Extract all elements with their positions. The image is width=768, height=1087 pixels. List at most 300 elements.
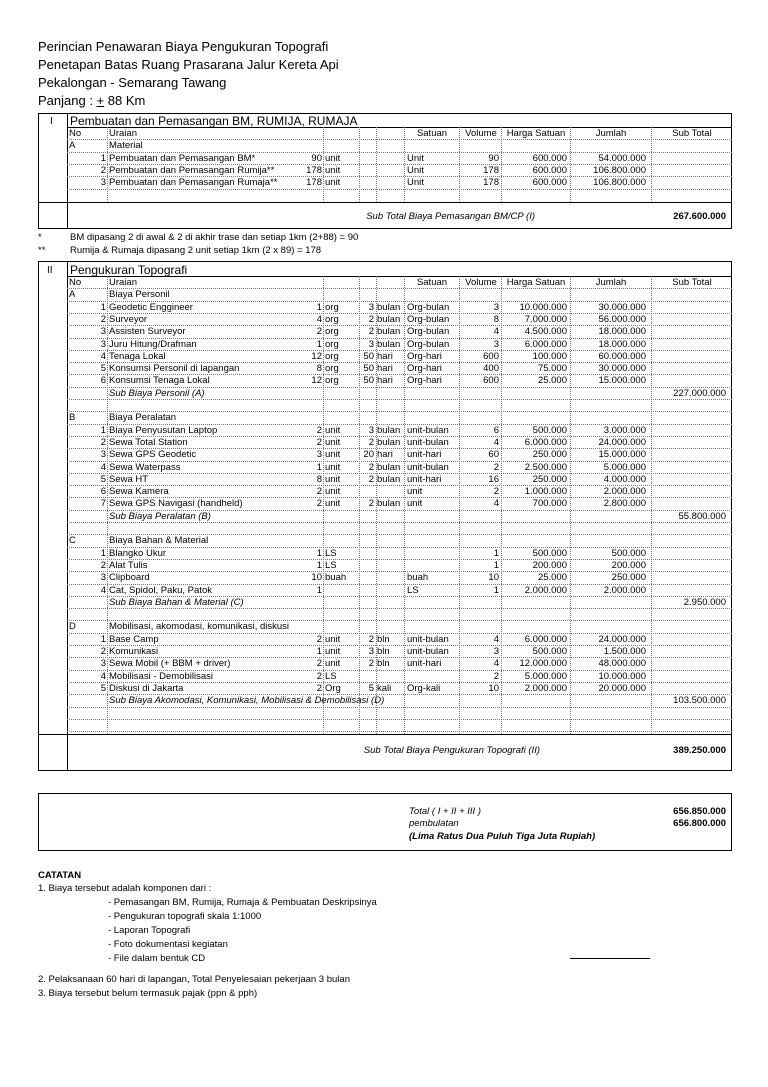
section2-subtotal-value: 389.250.000 <box>673 745 726 756</box>
item-harga: 2.000.000 <box>524 682 567 694</box>
item-description: Base Camp <box>109 633 159 645</box>
column-divider <box>359 127 360 202</box>
item-jumlah: 60.000.000 <box>598 350 646 362</box>
item-qty2: 20 <box>363 449 374 461</box>
item-qty2: 3 <box>368 646 374 657</box>
item-volume: 16 <box>488 473 499 485</box>
group-title: Biaya Personil <box>109 289 170 301</box>
col-header-no: No <box>69 128 82 139</box>
col-header-subtotal: Sub Total <box>672 277 712 288</box>
item-satuan: unit <box>407 498 423 510</box>
item-number: 6 <box>100 486 106 498</box>
item-satuan: unit-hari <box>407 473 442 485</box>
item-description: Sewa HT <box>109 473 149 485</box>
item-volume: 10 <box>488 682 499 694</box>
item-satuan: LS <box>407 584 419 596</box>
item-qty1: 2 <box>316 682 322 694</box>
item-harga: 2.000.000 <box>524 584 567 596</box>
col-header-subtotal: Sub Total <box>672 128 712 139</box>
doc-title-line4 <box>38 92 145 110</box>
item-description: Geodetic Enggineer <box>109 301 193 313</box>
item-harga: 700.000 <box>532 498 567 510</box>
group-subtotal-label: Sub Biaya Personil (A) <box>109 387 205 399</box>
doc-title-line1: Perincian Penawaran Biaya Pengukuran Topografi <box>38 39 329 54</box>
catatan-note3: 3. Biaya tersebut belum termasuk pajak (ppn & pph) <box>38 988 258 999</box>
item-qty2: 2 <box>368 473 374 485</box>
item-jumlah: 250.000 <box>611 572 646 584</box>
column-divider <box>107 276 108 734</box>
item-description: Sewa Kamera <box>109 486 169 498</box>
item-harga: 5.000.000 <box>524 670 567 682</box>
row-divider <box>67 350 732 351</box>
row-divider <box>67 411 732 412</box>
item-qty1: 90 <box>311 152 322 164</box>
section1-subtotal-rule <box>38 202 732 203</box>
rounding-value: 656.800.000 <box>673 818 726 829</box>
item-unit1: org <box>325 301 339 313</box>
item-harga: 4.500.000 <box>524 326 567 338</box>
item-jumlah: 18.000.000 <box>598 338 646 350</box>
item-number: 5 <box>100 473 106 485</box>
item-unit2: bln <box>377 646 390 657</box>
row-divider <box>67 436 732 437</box>
row-divider <box>67 620 732 621</box>
item-number: 1 <box>100 301 106 313</box>
column-divider <box>570 276 571 734</box>
column-divider <box>323 127 324 202</box>
footnote1-text: BM dipasang 2 di awal & 2 di akhir trase dan setiap 1km (2+88) = 90 <box>70 232 359 243</box>
item-qty1: 2 <box>316 424 322 436</box>
item-harga: 6.000.000 <box>524 338 567 350</box>
item-unit1: unit <box>325 461 341 473</box>
row-divider <box>67 461 732 462</box>
item-qty1: 2 <box>316 670 322 682</box>
item-harga: 500.000 <box>532 547 567 559</box>
item-unit2: hari <box>377 375 393 387</box>
item-unit1: LS <box>325 559 337 571</box>
item-harga: 6.000.000 <box>524 633 567 645</box>
item-jumlah: 2.000.000 <box>603 486 646 498</box>
col-header-harga: Harga Satuan <box>506 128 566 139</box>
item-unit2: bulan <box>377 461 401 473</box>
row-divider <box>67 189 732 190</box>
item-unit1: unit <box>325 177 341 189</box>
row-divider <box>67 325 732 326</box>
section1-divider <box>67 113 68 229</box>
item-description: Tenaga Lokal <box>109 350 166 362</box>
item-unit1: unit <box>325 633 341 645</box>
group-title: Biaya Bahan & Material <box>109 535 209 547</box>
row-divider <box>67 374 732 375</box>
item-qty1: 10 <box>311 572 322 584</box>
item-satuan: unit-hari <box>407 658 442 670</box>
item-description: Sewa Waterpass <box>109 461 181 473</box>
item-unit1: unit <box>325 473 341 485</box>
item-qty2: 50 <box>363 350 374 362</box>
row-divider <box>67 139 732 140</box>
item-jumlah: 30.000.000 <box>598 301 646 313</box>
item-qty1: 2 <box>316 436 322 448</box>
item-qty2: 2 <box>368 633 374 645</box>
group-letter: C <box>69 535 76 547</box>
col-header-volume: Volume <box>465 128 497 139</box>
col-header-volume: Volume <box>465 277 497 288</box>
item-number: 7 <box>100 498 106 510</box>
item-unit1: org <box>325 326 339 338</box>
row-divider <box>67 559 732 560</box>
item-volume: 400 <box>483 363 499 375</box>
row-divider <box>67 497 732 498</box>
catatan-sub1: - Pemasangan BM, Rumija, Rumaja & Pembuatan Deskripsinya <box>108 897 377 908</box>
group-subtotal-value: 103.500.000 <box>673 695 726 707</box>
col-header-harga: Harga Satuan <box>506 277 566 288</box>
item-qty2: 3 <box>368 338 374 350</box>
group-subtotal-label: Sub Biaya Bahan & Material (C) <box>109 596 244 608</box>
item-unit2: bulan <box>377 436 401 448</box>
item-qty2: 2 <box>368 658 374 670</box>
item-volume: 4 <box>493 498 499 510</box>
item-jumlah: 56.000.000 <box>598 313 646 325</box>
item-satuan: Org-hari <box>407 350 442 362</box>
row-divider <box>67 633 732 634</box>
item-number: 1 <box>100 633 106 645</box>
item-description: Mobilisasi - Demobilisasi <box>109 670 213 682</box>
item-jumlah: 30.000.000 <box>598 363 646 375</box>
item-volume: 4 <box>493 658 499 670</box>
section1-subtotal-value: 267.600.000 <box>673 211 726 222</box>
item-qty2: 3 <box>368 301 374 313</box>
item-volume: 2 <box>493 670 499 682</box>
item-qty1: 12 <box>311 375 322 387</box>
item-number: 3 <box>100 177 106 189</box>
row-divider <box>67 338 732 339</box>
row-divider <box>67 731 732 732</box>
item-description: Blangko Ukur <box>109 547 167 559</box>
item-unit1: LS <box>325 670 337 682</box>
item-unit1: Org <box>325 682 341 694</box>
row-divider <box>67 571 732 572</box>
row-divider <box>67 301 732 302</box>
item-number: 1 <box>100 547 106 559</box>
item-number: 2 <box>100 164 106 176</box>
item-harga: 2.500.000 <box>524 461 567 473</box>
group-title: Mobilisasi, akomodasi, komunikasi, diskusi <box>109 621 290 633</box>
item-number: 2 <box>100 313 106 325</box>
col-header-satuan: Satuan <box>416 277 448 288</box>
row-divider <box>67 670 732 671</box>
item-description: Sewa Total Station <box>109 436 188 448</box>
row-divider <box>67 522 732 523</box>
item-jumlah: 4.000.000 <box>603 473 646 485</box>
total-box <box>38 793 732 851</box>
item-number: 1 <box>100 424 106 436</box>
col-header-jumlah: Jumlah <box>595 128 627 139</box>
column-divider <box>404 276 405 734</box>
item-unit1: unit <box>325 436 341 448</box>
item-jumlah: 106.800.000 <box>593 177 646 189</box>
item-satuan: unit-hari <box>407 449 442 461</box>
section1-roman: I <box>50 116 53 127</box>
item-jumlah: 2.000.000 <box>603 584 646 596</box>
item-description: Sewa Mobil (+ BBM + driver) <box>109 658 231 670</box>
item-qty2: 2 <box>368 326 374 338</box>
item-qty1: 1 <box>316 547 322 559</box>
item-volume: 3 <box>493 338 499 350</box>
column-divider <box>376 276 377 734</box>
item-unit1: org <box>325 338 339 350</box>
section2-subtotal-rule <box>38 734 732 735</box>
plus-minus-symbol: + <box>96 93 105 108</box>
row-divider <box>67 596 732 597</box>
col-header-jumlah: Jumlah <box>595 277 627 288</box>
item-qty1: 2 <box>316 486 322 498</box>
signature-line <box>570 958 650 959</box>
item-satuan: unit-bulan <box>407 461 449 473</box>
item-harga: 75.000 <box>537 363 567 375</box>
item-harga: 600.000 <box>532 177 567 189</box>
item-volume: 6 <box>493 424 499 436</box>
item-jumlah: 48.000.000 <box>598 658 646 670</box>
item-description: Komunikasi <box>109 646 159 657</box>
item-satuan: Org-bulan <box>407 301 450 313</box>
row-divider <box>67 657 732 658</box>
item-number: 4 <box>100 350 106 362</box>
item-volume: 3 <box>493 646 499 657</box>
item-harga: 500.000 <box>532 646 567 657</box>
item-volume: 8 <box>493 313 499 325</box>
item-qty1: 178 <box>306 177 322 189</box>
item-satuan: unit-bulan <box>407 436 449 448</box>
row-divider <box>67 645 732 646</box>
item-satuan: Org-bulan <box>407 338 450 350</box>
item-unit2: bulan <box>377 313 401 325</box>
group-title: Material <box>109 140 143 152</box>
item-unit1: unit <box>325 164 341 176</box>
item-satuan: Org-hari <box>407 363 442 375</box>
group-subtotal-label: Sub Biaya Akomodasi, Komunikasi, Mobilisasi & Demobilisasi (D) <box>109 695 385 707</box>
item-description: Biaya Penyusutan Laptop <box>109 424 218 436</box>
item-number: 1 <box>100 152 106 164</box>
row-divider <box>67 164 732 165</box>
total-label: Total ( I + II + III ) <box>409 806 481 817</box>
item-unit1: org <box>325 375 339 387</box>
item-qty1: 12 <box>311 350 322 362</box>
item-description: Konsumsi Tenaga Lokal <box>109 375 210 387</box>
item-volume: 178 <box>483 177 499 189</box>
item-unit1: org <box>325 350 339 362</box>
item-qty1: 8 <box>316 363 322 375</box>
item-qty2: 5 <box>368 682 374 694</box>
item-number: 3 <box>100 572 106 584</box>
catatan-sub4: - Foto dokumentasi kegiatan <box>108 939 228 950</box>
item-volume: 178 <box>483 164 499 176</box>
item-qty2: 2 <box>368 313 374 325</box>
item-harga: 250.000 <box>532 449 567 461</box>
group-letter: D <box>69 621 76 633</box>
item-unit2: bln <box>377 658 390 670</box>
item-satuan: Org-hari <box>407 375 442 387</box>
item-unit1: unit <box>325 152 341 164</box>
item-number: 4 <box>100 670 106 682</box>
item-unit1: unit <box>325 424 341 436</box>
footnote1-mark: * <box>38 232 42 243</box>
item-unit1: unit <box>325 658 341 670</box>
row-divider <box>67 534 732 535</box>
item-volume: 2 <box>493 486 499 498</box>
row-divider <box>67 448 732 449</box>
rounding-label: pembulatan <box>409 818 459 829</box>
row-divider <box>67 288 732 289</box>
group-title: Biaya Peralatan <box>109 412 177 424</box>
row-divider <box>67 547 732 548</box>
item-unit1: unit <box>325 486 341 498</box>
total-in-words: (Lima Ratus Dua Puluh Tiga Juta Rupiah) <box>409 831 596 842</box>
item-unit2: kali <box>377 682 392 694</box>
item-volume: 4 <box>493 326 499 338</box>
item-jumlah: 2.800.000 <box>603 498 646 510</box>
col-header-uraian: Uraian <box>109 128 137 139</box>
group-letter: A <box>69 289 76 301</box>
item-volume: 4 <box>493 436 499 448</box>
item-qty1: 3 <box>316 449 322 461</box>
item-description: Juru Hitung/Drafman <box>109 338 197 350</box>
item-satuan: unit <box>407 486 423 498</box>
item-description: Sewa GPS Navigasi (handheld) <box>109 498 243 510</box>
item-volume: 2 <box>493 461 499 473</box>
item-harga: 7.000.000 <box>524 313 567 325</box>
item-jumlah: 15.000.000 <box>598 375 646 387</box>
item-unit1: org <box>325 363 339 375</box>
column-divider <box>404 127 405 202</box>
item-harga: 600.000 <box>532 164 567 176</box>
item-qty1: 2 <box>316 498 322 510</box>
item-number: 4 <box>100 584 106 596</box>
item-number: 3 <box>100 658 106 670</box>
item-qty1: 2 <box>316 658 322 670</box>
item-jumlah: 24.000.000 <box>598 436 646 448</box>
section2-title: Pengukuran Topografi <box>70 263 188 277</box>
item-qty1: 2 <box>316 633 322 645</box>
item-harga: 10.000.000 <box>519 301 567 313</box>
item-harga: 100.000 <box>532 350 567 362</box>
row-divider <box>67 510 732 511</box>
item-volume: 10 <box>488 572 499 584</box>
section1-title: Pembuatan dan Pemasangan BM, RUMIJA, RUMAJA <box>70 114 358 128</box>
item-number: 2 <box>100 646 106 657</box>
item-description: Pembuatan dan Pemasangan Rumija** <box>109 164 275 176</box>
col-header-satuan: Satuan <box>416 128 448 139</box>
item-satuan: Unit <box>407 152 424 164</box>
row-divider <box>67 176 732 177</box>
group-letter: B <box>69 412 76 424</box>
row-divider <box>67 362 732 363</box>
column-divider <box>376 127 377 202</box>
column-divider <box>323 276 324 734</box>
item-satuan: Org-kali <box>407 682 441 694</box>
item-unit2: hari <box>377 363 393 375</box>
column-divider <box>501 127 502 202</box>
group-subtotal-value: 2.950.000 <box>683 596 726 608</box>
item-number: 3 <box>100 338 106 350</box>
item-number: 5 <box>100 682 106 694</box>
item-number: 6 <box>100 375 106 387</box>
item-qty2: 3 <box>368 424 374 436</box>
item-qty1: 1 <box>316 461 322 473</box>
item-description: Sewa GPS Geodetic <box>109 449 197 461</box>
item-jumlah: 3.000.000 <box>603 424 646 436</box>
item-qty1: 4 <box>316 313 322 325</box>
item-qty2: 2 <box>368 498 374 510</box>
item-harga: 6.000.000 <box>524 436 567 448</box>
item-unit2: bulan <box>377 424 401 436</box>
row-divider <box>67 485 732 486</box>
item-unit2: bulan <box>377 326 401 338</box>
row-divider <box>67 719 732 720</box>
item-unit2: bulan <box>377 498 401 510</box>
column-divider <box>651 127 652 202</box>
column-divider <box>501 276 502 734</box>
item-qty1: 1 <box>316 301 322 313</box>
item-jumlah: 24.000.000 <box>598 633 646 645</box>
item-volume: 1 <box>493 559 499 571</box>
row-divider <box>67 707 732 708</box>
section1-subtotal-label: Sub Total Biaya Pemasangan BM/CP (I) <box>366 211 535 222</box>
item-number: 5 <box>100 363 106 375</box>
column-divider <box>570 127 571 202</box>
item-jumlah: 500.000 <box>611 547 646 559</box>
item-description: Assisten Surveyor <box>109 326 186 338</box>
item-qty1: 1 <box>316 559 322 571</box>
item-volume: 90 <box>488 152 499 164</box>
row-divider <box>67 152 732 153</box>
item-description: Clipboard <box>109 572 150 584</box>
item-unit2: hari <box>377 350 393 362</box>
item-description: Diskusi di Jakarta <box>109 682 184 694</box>
item-qty2: 2 <box>368 436 374 448</box>
item-unit2: bulan <box>377 301 401 313</box>
item-number: 2 <box>100 436 106 448</box>
column-divider <box>459 276 460 734</box>
item-volume: 1 <box>493 547 499 559</box>
item-description: Konsumsi Personil di lapangan <box>109 363 240 375</box>
item-description: Alat Tulis <box>109 559 148 571</box>
column-divider <box>359 276 360 734</box>
catatan-sub3: - Laporan Topografi <box>108 925 191 936</box>
item-jumlah: 18.000.000 <box>598 326 646 338</box>
item-harga: 600.000 <box>532 152 567 164</box>
item-number: 4 <box>100 461 106 473</box>
item-qty1: 1 <box>316 584 322 596</box>
item-harga: 250.000 <box>532 473 567 485</box>
row-divider <box>67 387 732 388</box>
item-volume: 1 <box>493 584 499 596</box>
item-volume: 600 <box>483 375 499 387</box>
footnote2-text: Rumija & Rumaja dipasang 2 unit setiap 1km (2 x 89) = 178 <box>70 245 322 256</box>
length-value: 88 Km <box>104 93 146 108</box>
item-unit1: unit <box>325 498 341 510</box>
row-divider <box>67 473 732 474</box>
col-header-no: No <box>69 277 82 288</box>
row-divider <box>67 584 732 585</box>
item-unit1: buah <box>325 572 347 584</box>
item-jumlah: 1.500.000 <box>603 646 646 657</box>
item-unit2: bln <box>377 633 390 645</box>
catatan-note1: 1. Biaya tersebut adalah komponen dari : <box>38 883 212 894</box>
item-volume: 3 <box>493 301 499 313</box>
item-qty2: 2 <box>368 461 374 473</box>
row-divider <box>67 313 732 314</box>
item-satuan: buah <box>407 572 429 584</box>
